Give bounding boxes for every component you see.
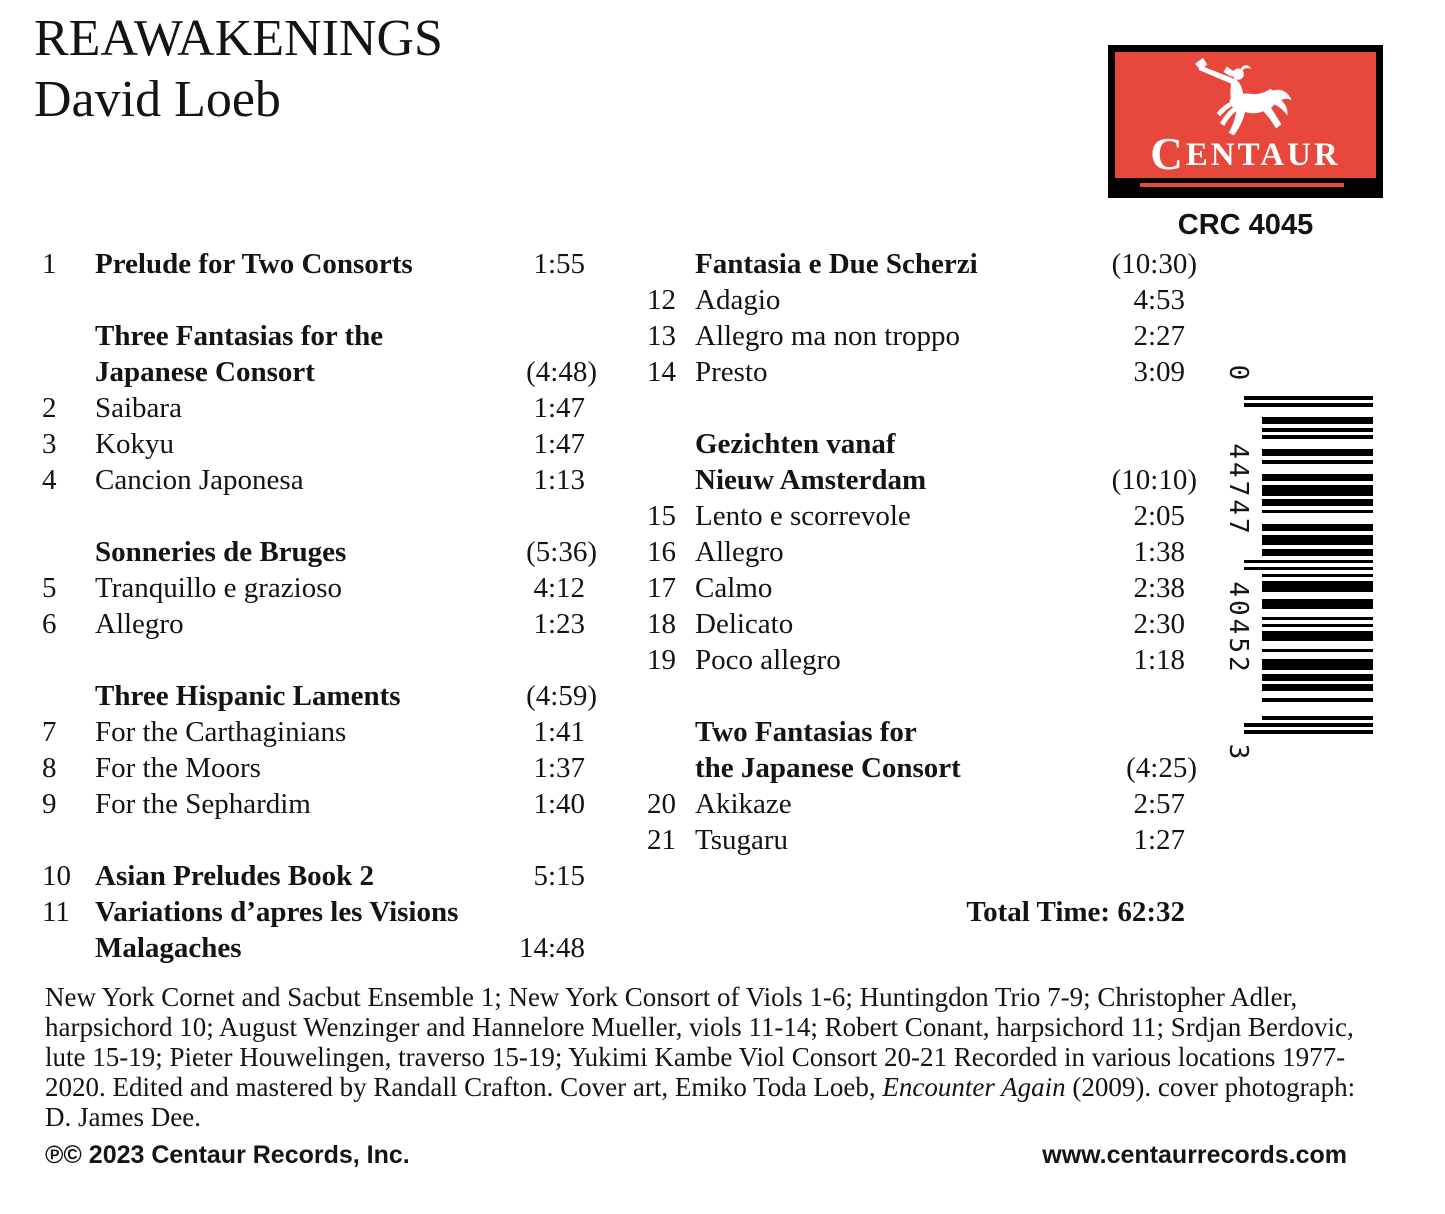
track-time: 1:18 — [1133, 644, 1185, 676]
barcode-bar — [1262, 428, 1373, 432]
track-title: For the Moors — [95, 752, 261, 784]
track-row — [40, 570, 597, 606]
track-time: 2:27 — [1133, 320, 1185, 352]
barcode-bar — [1244, 396, 1373, 400]
credits-line4-post: (2009). cover photograph: — [1065, 1072, 1356, 1102]
track-title: the Japanese Consort — [695, 752, 961, 784]
track-time: (10:10) — [1111, 464, 1197, 496]
track-title: For the Carthaginians — [95, 716, 347, 748]
barcode-bar — [1262, 698, 1373, 702]
track-row — [40, 390, 597, 426]
track-number: 19 — [647, 644, 676, 676]
track-title: Lento e scorrevole — [695, 500, 911, 532]
logo-underline — [1140, 183, 1344, 187]
track-title: Sonneries de Bruges — [95, 536, 347, 568]
track-title: Allegro — [95, 608, 184, 640]
track-row — [40, 894, 597, 930]
track-time: 1:38 — [1133, 536, 1185, 568]
track-row — [40, 282, 597, 318]
barcode-bar — [1244, 723, 1373, 727]
centaur-logo-field — [1115, 52, 1376, 178]
barcode-bar — [1262, 510, 1373, 514]
track-number: 11 — [42, 896, 70, 928]
barcode-digits-group2: 40452 — [1223, 581, 1253, 675]
barcode-bar — [1262, 499, 1373, 506]
track-number: 21 — [647, 824, 676, 856]
track-number: 1 — [42, 248, 57, 280]
barcode-bar — [1262, 599, 1373, 610]
track-title: For the Sephardim — [95, 788, 311, 820]
track-row — [645, 462, 1197, 498]
barcode-bar — [1262, 417, 1373, 424]
centaur-logo — [1108, 45, 1383, 198]
track-time: 1:13 — [533, 464, 585, 496]
track-row — [40, 858, 597, 894]
album-artist: David Loeb — [34, 71, 281, 128]
track-title: Prelude for Two Consorts — [95, 248, 413, 280]
track-number: 5 — [42, 572, 57, 604]
track-row — [40, 606, 597, 642]
barcode-digits-group1: 44747 — [1223, 443, 1253, 537]
track-row — [645, 750, 1197, 786]
barcode-bars — [1244, 396, 1373, 734]
track-row — [645, 498, 1197, 534]
track-title: Asian Preludes Book 2 — [95, 860, 375, 892]
barcode-bar — [1262, 574, 1373, 578]
track-title: Allegro ma non troppo — [695, 320, 960, 352]
credits-line4-pre: 2020. Edited and mastered by Randall Crafton. Cover art, Emiko Toda Loeb, — [45, 1072, 883, 1102]
credits-line: harpsichord 10; August Wenzinger and Hannelore Mueller, viols 11-14; Robert Conant, harpsichord 11; Srdjan Berdovic, — [45, 1012, 1354, 1042]
track-row — [645, 390, 1197, 426]
track-title: Adagio — [695, 284, 781, 316]
track-number: 7 — [42, 716, 57, 748]
track-time: 1:37 — [533, 752, 585, 784]
track-time: 1:27 — [1133, 824, 1185, 856]
track-title: Gezichten vanaf — [695, 428, 896, 460]
track-time: (4:25) — [1126, 752, 1197, 784]
track-time: (10:30) — [1111, 248, 1197, 280]
track-title: Calmo — [695, 572, 773, 604]
track-number: 8 — [42, 752, 57, 784]
track-time: 1:47 — [533, 428, 585, 460]
barcode-bar — [1262, 631, 1373, 642]
website-url: www.centaurrecords.com — [1042, 1141, 1347, 1169]
track-number: 9 — [42, 788, 57, 820]
track-time: 4:53 — [1133, 284, 1185, 316]
track-row — [40, 246, 597, 282]
barcode-bar — [1262, 684, 1373, 691]
track-time: 2:38 — [1133, 572, 1185, 604]
track-time: 2:30 — [1133, 608, 1185, 640]
track-number: 15 — [647, 500, 676, 532]
track-row — [645, 570, 1197, 606]
track-number: 4 — [42, 464, 57, 496]
track-time: 1:47 — [533, 392, 585, 424]
track-time: 1:41 — [533, 716, 585, 748]
track-title: Saibara — [95, 392, 182, 424]
tracklist-right-column — [645, 246, 1197, 858]
track-row — [645, 282, 1197, 318]
barcode-bar — [1262, 449, 1373, 456]
barcode-bar — [1262, 524, 1373, 531]
album-title: REAWAKENINGS — [34, 10, 443, 67]
track-number: 10 — [42, 860, 71, 892]
barcode-bar — [1262, 649, 1373, 653]
track-time: (4:59) — [526, 680, 597, 712]
barcode-bar — [1262, 474, 1373, 481]
track-row — [40, 678, 597, 714]
barcode-bar — [1262, 460, 1373, 464]
barcode-bar — [1244, 403, 1373, 407]
track-title: Three Fantasias for the — [95, 320, 384, 352]
track-time: 2:05 — [1133, 500, 1185, 532]
track-time: (5:36) — [526, 536, 597, 568]
tracklist-left-column — [40, 246, 597, 966]
track-row — [645, 822, 1197, 858]
track-time: 1:55 — [533, 248, 585, 280]
track-row — [40, 786, 597, 822]
barcode-bar — [1262, 659, 1373, 670]
barcode-bar — [1262, 549, 1373, 556]
track-title: Variations d’apres les Visions — [95, 896, 459, 928]
track-number: 6 — [42, 608, 57, 640]
track-time: 2:57 — [1133, 788, 1185, 820]
track-row — [40, 498, 597, 534]
track-row — [40, 714, 597, 750]
track-row — [645, 246, 1197, 282]
track-row — [40, 318, 597, 354]
centaur-icon — [1190, 56, 1302, 144]
track-time: 1:23 — [533, 608, 585, 640]
track-row — [645, 606, 1197, 642]
credits-block — [45, 982, 1385, 1132]
track-title: Nieuw Amsterdam — [695, 464, 927, 496]
track-number: 3 — [42, 428, 57, 460]
track-row — [40, 462, 597, 498]
track-title: Japanese Consort — [95, 356, 315, 388]
track-title: Three Hispanic Laments — [95, 680, 401, 712]
credits-line: lute 15-19; Pieter Houwelingen, traverso 15-19; Yukimi Kambe Viol Consort 20-21 Recorded in various locations 1977- — [45, 1042, 1346, 1072]
credits-line — [45, 1072, 1385, 1102]
track-title: Presto — [695, 356, 768, 388]
track-title: Cancion Japonesa — [95, 464, 304, 496]
barcode-bar — [1262, 674, 1373, 681]
track-row — [40, 426, 597, 462]
credits-line: New York Cornet and Sacbut Ensemble 1; New York Consort of Viols 1-6; Huntingdon Trio 7-9; Christopher Adler, — [45, 982, 1298, 1012]
track-row — [645, 642, 1197, 678]
track-row — [645, 678, 1197, 714]
barcode-bar — [1262, 624, 1373, 628]
barcode-bar — [1244, 730, 1373, 734]
barcode-bar — [1262, 581, 1373, 592]
track-time: 1:40 — [533, 788, 585, 820]
track-row — [40, 534, 597, 570]
barcode-bar — [1262, 617, 1373, 621]
track-number: 12 — [647, 284, 676, 316]
barcode-bar — [1244, 560, 1373, 564]
barcode-bar — [1244, 567, 1373, 571]
track-row — [645, 786, 1197, 822]
track-number: 17 — [647, 572, 676, 604]
barcode-bar — [1262, 435, 1373, 439]
barcode-digit-system: 0 — [1223, 364, 1253, 384]
track-row — [40, 930, 597, 966]
track-number: 14 — [647, 356, 676, 388]
centaur-wordmark — [1115, 129, 1376, 178]
barcode-bar — [1262, 716, 1373, 720]
barcode-bar — [1262, 535, 1373, 546]
track-row — [645, 318, 1197, 354]
barcode-digit-check: 3 — [1223, 743, 1253, 763]
centaur-wordmark-rest: ENTAUR — [1185, 137, 1341, 173]
track-time: 4:12 — [533, 572, 585, 604]
track-row — [645, 354, 1197, 390]
track-row — [645, 426, 1197, 462]
track-title: Fantasia e Due Scherzi — [695, 248, 978, 280]
track-row — [40, 750, 597, 786]
track-row — [40, 642, 597, 678]
track-title: Poco allegro — [695, 644, 841, 676]
track-title: Delicato — [695, 608, 794, 640]
track-title: Tranquillo e grazioso — [95, 572, 343, 604]
credits-artwork-title: Encounter Again — [882, 1072, 1066, 1102]
track-title: Tsugaru — [695, 824, 789, 856]
track-number: 20 — [647, 788, 676, 820]
track-title: Allegro — [695, 536, 784, 568]
track-title: Kokyu — [95, 428, 174, 460]
track-title: Two Fantasias for — [695, 716, 917, 748]
track-time: 14:48 — [518, 932, 585, 964]
track-title: Malagaches — [95, 932, 242, 964]
total-time: Total Time: 62:32 — [966, 896, 1185, 928]
title-block — [34, 8, 443, 130]
track-title: Akikaze — [695, 788, 792, 820]
track-time: 5:15 — [533, 860, 585, 892]
track-time: 3:09 — [1133, 356, 1185, 388]
track-number: 2 — [42, 392, 57, 424]
track-row — [645, 534, 1197, 570]
catalog-number: CRC 4045 — [1177, 209, 1314, 241]
credits-line: D. James Dee. — [45, 1102, 201, 1132]
track-number: 16 — [647, 536, 676, 568]
track-number: 18 — [647, 608, 676, 640]
track-row — [40, 822, 597, 858]
track-time: (4:48) — [526, 356, 597, 388]
track-row — [40, 354, 597, 390]
centaur-wordmark-initial: C — [1150, 129, 1186, 178]
track-row — [645, 714, 1197, 750]
barcode-bar — [1262, 485, 1373, 496]
copyright-line: ℗© 2023 Centaur Records, Inc. — [45, 1141, 410, 1169]
track-number: 13 — [647, 320, 676, 352]
